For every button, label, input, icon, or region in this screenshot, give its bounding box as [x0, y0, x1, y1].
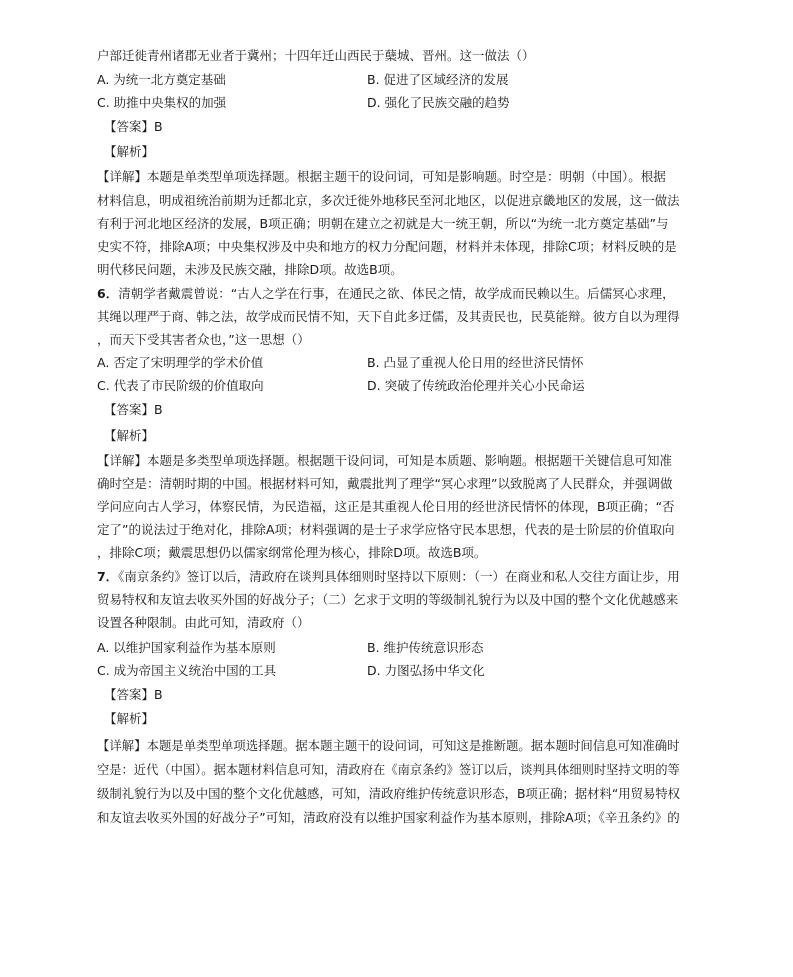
q6-detail-line: 【详解】本题是多类型单项选择题。根据题干设问词，可知是本质题、影响题。根据题干关键信息可知准 — [97, 453, 673, 468]
q7-stem-line: 设置各种限制。由此可知，清政府（） — [97, 615, 310, 630]
q7-stem-line-1 — [97, 568, 680, 586]
q6-detail-line: 学问应向古人学习，体察民情，为民造福，这正是其重视人伦日用的经世济民情怀的体现，B项正确；“否 — [97, 499, 675, 514]
q7-analysis-label: 【解析】 — [104, 711, 155, 726]
q5-detail-line: 明代移民问题，未涉及民族交融，排除D项。故选B项。 — [97, 262, 403, 277]
q7-detail-line: 级制礼貌行为以及中国的整个文化优越感，可知，清政府维护传统意识形态，B项正确；据材料“用贸易特权 — [97, 786, 681, 801]
q5-detail-line: 【详解】本题是单类型单项选择题。根据主题干的设问词，可知是影响题。时空是：明朝（中国）。根据 — [97, 169, 666, 184]
q6-detail-line: 定了”的说法过于绝对化，排除A项；材料强调的是士子求学应恪守民本思想，代表的是士阶层的价值取向 — [97, 522, 675, 537]
q5-option-d[interactable]: D. 强化了民族交融的趋势 — [367, 95, 510, 110]
q6-detail-line: ，排除C项；戴震思想仍以儒家纲常伦理为核心，排除D项。故选B项。 — [97, 545, 487, 560]
q5-options-row-2 — [97, 94, 717, 112]
q6-detail-line: 确时空是：清朝时期的中国。根据材料可知，戴震批判了理学“冥心求理”以致脱离了人民群众，并强调做 — [97, 476, 673, 491]
q7-option-d[interactable]: D. 力图弘扬中华文化 — [367, 663, 485, 678]
q6-stem-line: ，而天下受其害者众也，”这一思想（） — [97, 332, 310, 347]
q6-stem-line-1 — [97, 285, 675, 303]
q7-stem-line: 贸易特权和友谊去收买外国的好战分子；（二）乞求于文明的等级制礼貌行为以及中国的整个文化优越感来 — [97, 592, 679, 607]
q7-option-a[interactable]: A. 以维护国家利益作为基本原则 — [97, 640, 276, 655]
q6-option-b[interactable]: B. 凸显了重视人伦日用的经世济民情怀 — [367, 355, 584, 370]
q5-detail-line: 材料信息，明成祖统治前期为迁都北京，多次迁徙外地移民至河北地区，以促进京畿地区的发展，这一做法 — [97, 193, 680, 208]
q6-options-row-1 — [97, 354, 717, 372]
q5-stem-tail: 户部迁徙青州诸郡无业者于冀州；十四年迁山西民于蘖城、晋州。这一做法（） — [97, 48, 535, 63]
q7-detail-line: 空是：近代（中国）。据本题材料信息可知，清政府在《南京条约》签订以后，谈判具体细则时坚持文明的等 — [97, 762, 680, 777]
q7-answer: 【答案】B — [104, 687, 163, 702]
q6-stem-text: 清朝学者戴震曾说：“古人之学在行事，在通民之欲、体民之情，故学成而民赖以生。后儒冥心求理， — [118, 286, 675, 301]
q5-option-b[interactable]: B. 促进了区域经济的发展 — [367, 72, 509, 87]
q7-option-b[interactable]: B. 维护传统意识形态 — [367, 640, 484, 655]
q6-stem-line: 其绳以理严于商、韩之法，故学成而民情不知，天下自此多迂儒，及其责民也，民莫能辩。彼方自以为理得 — [97, 309, 680, 324]
q5-option-a[interactable]: A. 为统一北方奠定基础 — [97, 72, 226, 87]
q7-number: 7． — [97, 569, 119, 584]
q6-answer: 【答案】B — [104, 402, 163, 417]
q7-options-row-1 — [97, 639, 717, 657]
q7-options-row-2 — [97, 662, 717, 680]
q7-detail-line: 【详解】本题是单类型单项选择题。据本题主题干的设问词，可知这是推断题。据本题时间信息可知准确时 — [97, 738, 680, 753]
q5-detail-line: 有利于河北地区经济的发展，B项正确；明朝在建立之初就是大一统王朝，所以“为统一北方奠定基础”与 — [97, 216, 669, 231]
q5-answer: 【答案】B — [104, 119, 163, 134]
q7-detail-line: 和友谊去收买外国的好战分子”可知，清政府没有以维护国家利益作为基本原则，排除A项；《辛丑条约》的 — [97, 810, 680, 825]
q7-option-c[interactable]: C. 成为帝国主义统治中国的工具 — [97, 663, 277, 678]
q5-analysis-label: 【解析】 — [104, 144, 155, 159]
q5-options-row-1 — [97, 71, 717, 89]
q5-option-c[interactable]: C. 助推中央集权的加强 — [97, 95, 227, 110]
q6-number: 6． — [97, 286, 119, 301]
q6-analysis-label: 【解析】 — [104, 428, 155, 443]
q6-option-c[interactable]: C. 代表了市民阶级的价值取向 — [97, 378, 264, 393]
q6-options-row-2 — [97, 377, 717, 395]
q5-detail-line: 史实不符，排除A项；中央集权涉及中央和地方的权力分配问题，材料并未体现，排除C项；材料反映的是 — [97, 239, 677, 254]
q6-option-d[interactable]: D. 突破了传统政治伦理并关心小民命运 — [367, 378, 585, 393]
q7-stem-text: 《南京条约》签订以后，清政府在谈判具体细则时坚持以下原则：（一）在商业和私人交往方面让步，用 — [118, 569, 680, 584]
q6-option-a[interactable]: A. 否定了宋明理学的学术价值 — [97, 355, 264, 370]
